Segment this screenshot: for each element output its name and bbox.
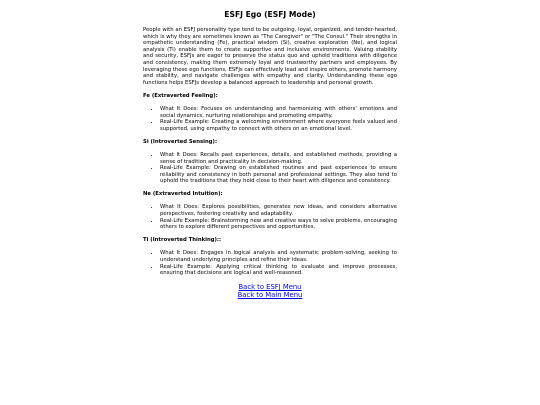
section-list-fe bbox=[143, 106, 397, 132]
list-item: • Real-Life Example: Drawing on established routines and past experiences to ensure reliability and consistency in both personal and professional settings. They also tend to uphold the traditions that they hold close to their heart with diligence and consistency. bbox=[160, 165, 397, 185]
section-list-si bbox=[143, 152, 397, 185]
list-item: • What It Does: Engages in logical analysis and systematic problem-solving, seeking to understand underlying principles and refine their ideas. bbox=[160, 250, 397, 263]
section-heading-ne: Ne (Extraverted Intuition): bbox=[143, 191, 223, 198]
section-heading-ti: Ti (Introverted Thinking):: bbox=[143, 237, 222, 244]
back-to-esfj-menu-link[interactable]: Back to ESFJ Menu bbox=[238, 283, 302, 292]
navigation-links bbox=[143, 283, 397, 299]
list-item: • What It Does: Explores possibilities, generates new ideas, and considers alternative perspectives, fostering creativity and adaptability. bbox=[160, 204, 397, 217]
page-content bbox=[143, 0, 397, 299]
section-heading-fe: Fe (Extraverted Feeling): bbox=[143, 92, 218, 99]
back-to-main-menu-link[interactable]: Back to Main Menu bbox=[237, 291, 303, 300]
list-item: • Real-Life Example: Brainstorming new and creative ways to solve problems, encouraging others to explore different perspectives and opportunities. bbox=[160, 218, 397, 231]
section-list-ti bbox=[143, 250, 397, 276]
page-title: ESFJ Ego (ESFJ Mode) bbox=[224, 10, 316, 19]
intro-paragraph: People with an ESFJ personality type tend to be outgoing, loyal, organized, and tender-hearted, which is why they are sometimes known as "The Caregiver" or "The Consul." Their strengths in empathetic understanding (Fe), practical wisdom (Si), creative exploration (Ne), and logical analysis (Ti) enable them to create supportive and inclusive environments. Valuing stability and security, ESFJs are eager to preserve the status quo and uphold traditions with diligence and consistency, making them extremely loyal and trustworthy partners and employees. By leveraging these ego functions, ESFJs can effectively lead and inspire others, promote harmony and stability, and navigate challenges with empathy and clarity. Understanding these ego functions helps ESFJs develop a balanced approach to leadership and personal growth. bbox=[143, 27, 397, 86]
section-heading-si: Si (Introverted Sensing): bbox=[143, 138, 218, 145]
list-item: • What It Does: Focuses on understanding and harmonizing with others' emotions and social dynamics, nurturing relationships and promoting empathy. bbox=[160, 106, 397, 119]
section-list-ne bbox=[143, 204, 397, 230]
list-item: • Real-Life Example: Applying critical thinking to evaluate and improve processes, ensuring that decisions are logical and well-reasoned. bbox=[160, 264, 397, 277]
list-item: • What It Does: Recalls past experiences, details, and established methods, providing a sense of tradition and practicality in decision-making. bbox=[160, 152, 397, 165]
list-item: • Real-Life Example: Creating a welcoming environment where everyone feels valued and supported, using empathy to connect with others on an emotional level. bbox=[160, 119, 397, 132]
